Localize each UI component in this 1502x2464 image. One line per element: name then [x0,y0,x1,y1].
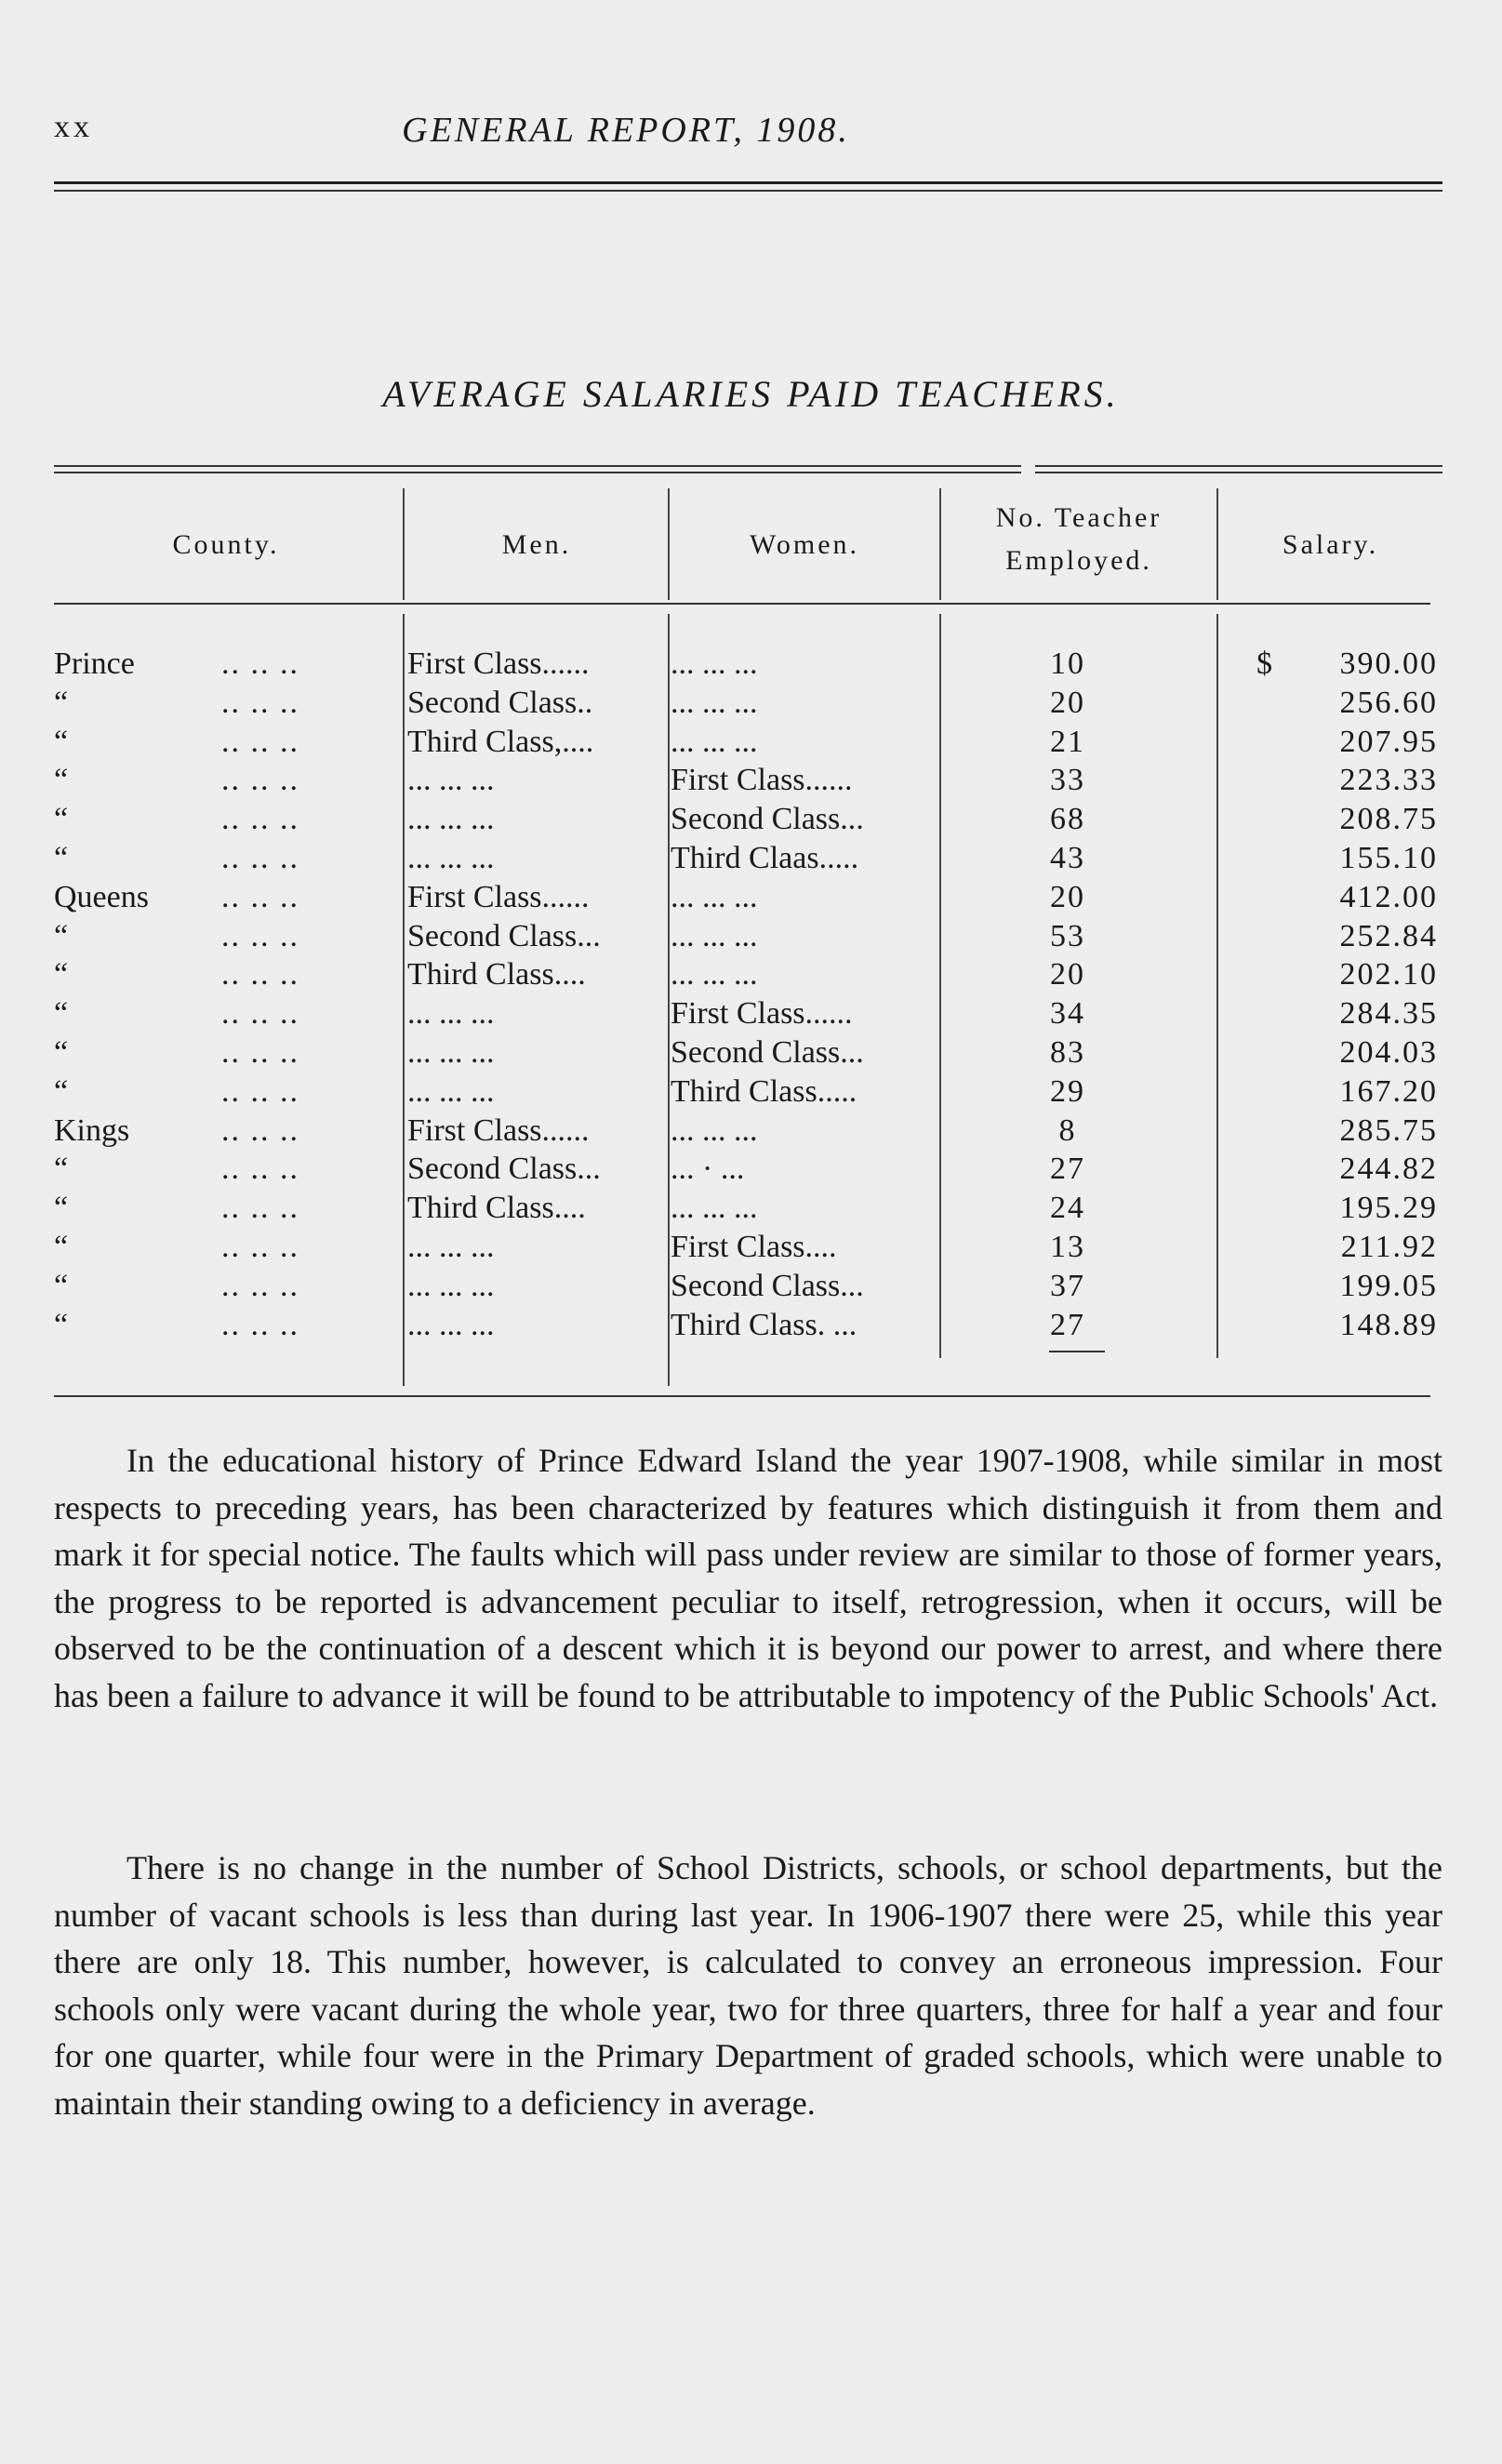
men-cell: Second Class... [407,1152,601,1187]
table-row [54,841,1442,880]
table-row [54,802,1442,841]
column-header-county: County. [172,529,280,560]
women-cell: Second Class... [671,1035,864,1070]
teacher-count-cell: 34 [1050,996,1085,1032]
county-cell: Prince [54,646,135,681]
men-cell: ... ... ... [407,1035,495,1070]
women-cell: Third Class..... [671,1073,857,1109]
men-cell: ... ... ... [407,802,495,837]
salary-cell: 208.75 [1339,802,1438,837]
table-row [54,1113,1442,1152]
table-row [54,880,1442,919]
women-cell: ... ... ... [671,646,758,681]
women-cell: ... ... ... [671,1112,758,1148]
women-cell: Second Class... [671,1268,864,1303]
salary-cell: 195.29 [1339,1191,1438,1226]
table-row [54,1308,1442,1347]
table-row [54,1269,1442,1308]
county-cell: “ [54,1191,69,1226]
salary-cell: 390.00 [1339,646,1438,681]
dots-leader: .. .. .. [221,763,299,798]
county-cell: “ [54,1230,69,1264]
men-cell: Third Class.... [407,957,586,992]
salary-cell: 244.82 [1339,1152,1438,1187]
women-cell: Third Class. ... [671,1307,857,1342]
teacher-count-cell: 13 [1050,1230,1085,1264]
teacher-count-cell: 37 [1050,1268,1085,1303]
men-cell: First Class...... [407,1112,590,1148]
salary-cell: 285.75 [1339,1112,1438,1148]
dots-leader: .. .. .. [221,646,299,681]
county-cell: “ [54,841,69,875]
table-top-rule [54,472,1021,473]
column-header-men: Men. [501,529,572,560]
women-cell: ... ... ... [671,1191,758,1226]
men-cell: First Class...... [407,646,590,681]
county-cell: “ [54,1152,69,1187]
table-row [54,919,1442,958]
men-cell: Third Class.... [407,1191,586,1226]
dots-leader: .. .. .. [221,1035,299,1070]
header-bottom-rule [54,603,1430,605]
county-cell: “ [54,763,69,798]
teacher-count-cell: 83 [1050,1035,1085,1070]
page-number: xx [54,110,93,144]
men-cell: ... ... ... [407,763,495,798]
men-cell: Second Class... [407,918,601,953]
county-cell: “ [54,724,69,759]
table-row [54,725,1442,764]
dots-leader: .. .. .. [221,1268,299,1303]
men-cell: ... ... ... [407,1268,495,1303]
dots-leader: .. .. .. [221,1230,299,1264]
salary-cell: 204.03 [1339,1035,1438,1070]
dots-leader: .. .. .. [221,841,299,875]
dots-leader: .. .. .. [221,879,299,914]
women-cell: First Class...... [671,996,853,1032]
men-cell: ... ... ... [407,1073,495,1109]
table-title: AVERAGE SALARIES PAID TEACHERS. [382,373,1120,415]
teacher-count-cell: 27 [1050,1307,1085,1342]
men-cell: ... ... ... [407,841,495,875]
salary-cell: 284.35 [1339,996,1438,1032]
dots-leader: .. .. .. [221,996,299,1032]
table-row [54,1074,1442,1113]
table-top-rule [54,465,1021,467]
teacher-count-cell: 20 [1050,685,1085,720]
dots-leader: .. .. .. [221,1112,299,1148]
county-cell: “ [54,685,69,720]
county-cell: “ [54,1035,69,1070]
teacher-count-cell: 68 [1050,802,1085,837]
dots-leader: .. .. .. [221,724,299,759]
men-cell: ... ... ... [407,996,495,1032]
dots-leader: .. .. .. [221,1152,299,1187]
men-cell: ... ... ... [407,1230,495,1264]
header-rule [54,181,1442,184]
county-cell: “ [54,1307,69,1342]
salary-cell: 199.05 [1339,1268,1438,1303]
body-paragraph: There is no change in the number of School Districts, schools, or school departments, but the number of vacant schools is less than during last year. In 1906-1907 there were 25, while this year there are only 18. This number, however, is calculated to convey an erroneous impression. Four schools only were vacant during the whole year, two for three quarters, three for half a year and four for one quarter, while four were in the Primary Department of graded schools, which were unable to maintain their standing owing to a deficiency in average. [54,1849,1442,2122]
county-cell: Kings [54,1112,130,1148]
table-row [54,646,1442,686]
men-cell: Second Class.. [407,685,593,720]
teacher-count-cell: 21 [1050,724,1085,759]
salary-cell: 207.95 [1339,724,1438,759]
salary-table [54,465,1442,1395]
women-cell: First Class.... [671,1230,837,1264]
county-cell: “ [54,957,69,992]
women-cell: ... ... ... [671,685,758,720]
dots-leader: .. .. .. [221,1073,299,1109]
report-title: GENERAL REPORT, 1908. [402,111,850,150]
salary-cell: 202.10 [1339,957,1438,992]
women-cell: First Class...... [671,763,853,798]
county-cell: “ [54,1268,69,1303]
county-cell: “ [54,996,69,1032]
dots-leader: .. .. .. [221,918,299,953]
men-cell: ... ... ... [407,1307,495,1342]
dots-leader: .. .. .. [221,685,299,720]
dots-leader: .. .. .. [221,1307,299,1342]
teacher-count-cell: 8 [1058,1112,1077,1148]
table-row [54,686,1442,725]
men-cell: First Class...... [407,879,590,914]
column-header-employed: No. Teacher [995,502,1163,533]
teacher-count-cell: 20 [1050,957,1085,992]
teacher-count-cell: 24 [1050,1191,1085,1226]
teacher-count-cell: 27 [1050,1152,1085,1187]
teacher-count-cell: 29 [1050,1073,1085,1109]
salary-cell: 256.60 [1339,685,1438,720]
teacher-count-cell: 53 [1050,918,1085,953]
teacher-count-cell: 43 [1050,841,1085,875]
women-cell: ... · ... [671,1152,745,1187]
salary-cell: 252.84 [1339,918,1438,953]
salary-cell: 223.33 [1339,763,1438,798]
table-row [54,1035,1442,1074]
county-cell: “ [54,1073,69,1109]
county-cell: “ [54,802,69,837]
column-header-salary: Salary. [1282,529,1379,560]
header-rule [54,190,1442,192]
salary-cell: 155.10 [1339,841,1438,875]
county-cell: “ [54,918,69,953]
table-row [54,1152,1442,1191]
salary-cell: 167.20 [1339,1073,1438,1109]
dots-leader: .. .. .. [221,802,299,837]
county-cell: Queens [54,879,149,914]
table-row [54,763,1442,802]
women-cell: Second Class... [671,802,864,837]
salary-cell: 412.00 [1339,879,1438,914]
teacher-count-cell: 10 [1050,646,1085,681]
dots-leader: .. .. .. [221,1191,299,1226]
dots-leader: .. .. .. [221,957,299,992]
women-cell: ... ... ... [671,957,758,992]
table-top-rule [1035,472,1442,473]
running-header [54,110,1449,166]
table-row [54,1230,1442,1269]
women-cell: Third Claas..... [671,841,859,875]
women-cell: ... ... ... [671,724,758,759]
table-bottom-rule [54,1395,1430,1397]
table-top-rule [1035,465,1442,467]
table-row [54,957,1442,996]
table-row [54,1191,1442,1230]
women-cell: ... ... ... [671,879,758,914]
salary-cell: 211.92 [1340,1230,1438,1264]
column-divider [403,488,405,600]
dollar-sign: $ [1256,646,1272,681]
salary-cell: 148.89 [1339,1307,1438,1342]
table-row [54,996,1442,1035]
men-cell: Third Class,.... [407,724,594,759]
teacher-count-cell: 20 [1050,879,1085,914]
total-underline [1049,1351,1105,1352]
teacher-count-cell: 33 [1050,763,1085,798]
column-header-employed: Employed. [1005,545,1152,576]
women-cell: ... ... ... [671,918,758,953]
body-paragraph: In the educational history of Prince Edward Island the year 1907-1908, while similar in most respects to preceding years, has been characterized by features which distinguish it from them and mark it for special notice. The faults which will pass under review are similar to those of former years, the progress to be reported is advancement peculiar to itself, retrogression, when it occurs, will be observed to be the continuation of a descent which it is beyond our power to arrest, and where there has been a failure to advance it will be found to be attributable to impotency of the Public Schools' Act. [54,1442,1442,1714]
column-header-women: Women. [749,529,860,560]
